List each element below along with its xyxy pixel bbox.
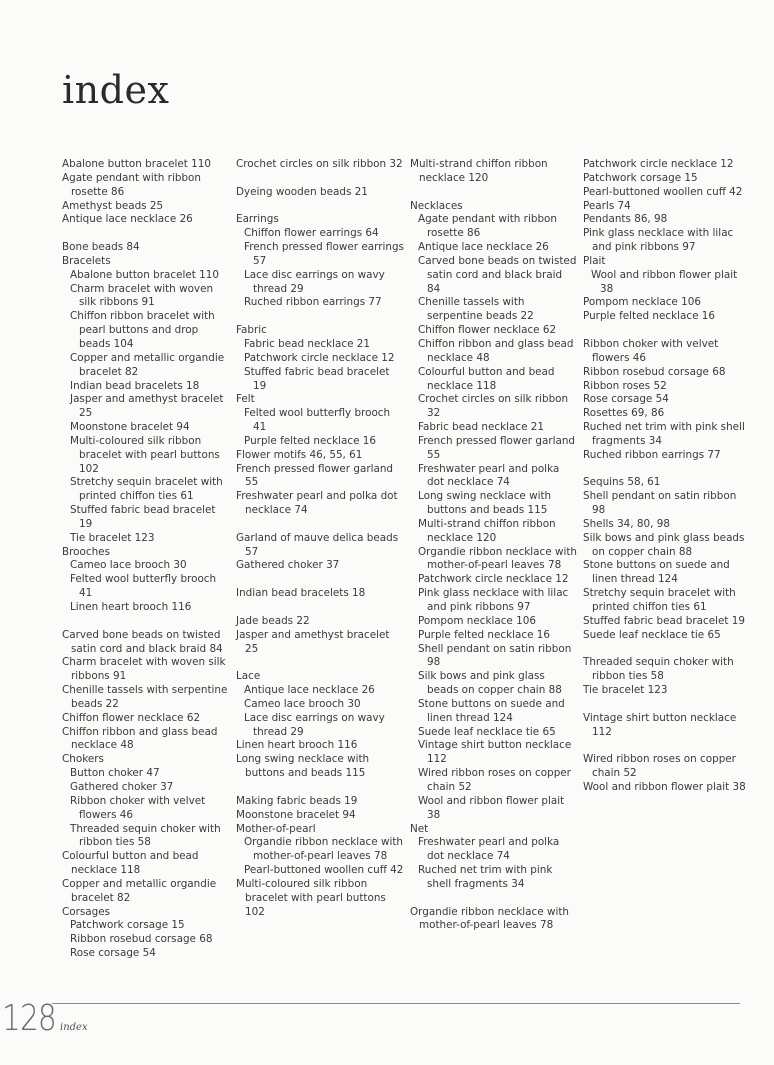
page-title: index <box>62 68 170 112</box>
index-entry: Agate pendant with ribbon rosette 86 <box>62 171 201 198</box>
index-subentry: Vintage shirt button necklace 112 <box>418 739 572 766</box>
index-subentry: Fabric bead necklace 21 <box>418 421 545 434</box>
index-subentry: Freshwater pearl and polka dot necklace 74 <box>418 462 560 489</box>
entry-gap <box>62 227 230 241</box>
index-subentry: Shell pendant on satin ribbon 98 <box>418 642 572 669</box>
index-subentry: Tie bracelet 123 <box>70 531 155 544</box>
index-entry: Multi-coloured silk ribbon bracelet with pearl buttons 102 <box>236 877 386 918</box>
entry-gap <box>583 324 751 338</box>
index-entry: Wool and ribbon flower plait 38 <box>583 780 746 793</box>
index-heading: Plait <box>583 254 606 267</box>
index-subentry: Felted wool butterfly brooch 41 <box>244 407 391 434</box>
index-entry: Gathered choker 37 <box>236 559 340 572</box>
entry-gap <box>583 739 751 753</box>
entry-gap <box>583 643 751 657</box>
index-subentry: Organdie ribbon necklace with mother-of-pearl leaves 78 <box>418 545 578 572</box>
entry-gap <box>236 518 404 532</box>
index-subentry: Charm bracelet with woven silk ribbons 91 <box>70 282 214 309</box>
index-subentry: Patchwork circle necklace 12 <box>418 573 569 586</box>
index-entry: Bone beads 84 <box>62 241 140 254</box>
index-subentry: Copper and metallic organdie bracelet 82 <box>70 351 225 378</box>
index-subentry: Threaded sequin choker with ribbon ties 58 <box>70 822 221 849</box>
index-entry: Abalone button bracelet 110 <box>62 158 212 170</box>
index-subentry: Suede leaf necklace tie 65 <box>418 725 556 738</box>
index-subentry: Gathered choker 37 <box>70 780 174 793</box>
index-entry: Charm bracelet with woven silk ribbons 91 <box>62 656 226 683</box>
index-entry: Jade beads 22 <box>236 614 310 627</box>
index-entry: Sequins 58, 61 <box>583 476 661 489</box>
entry-gap <box>236 172 404 186</box>
index-subentry: Lace disc earrings on wavy thread 29 <box>244 268 385 295</box>
index-heading: Net <box>410 822 429 835</box>
entry-gap <box>236 601 404 615</box>
index-subentry: Multi-coloured silk ribbon bracelet with pearl buttons 102 <box>70 434 220 475</box>
index-subentry: Wool and ribbon flower plait 38 <box>591 268 738 295</box>
index-subentry: Jasper and amethyst bracelet 25 <box>70 393 224 420</box>
index-entry: Pearl-buttoned woollen cuff 42 <box>583 185 743 198</box>
entry-gap <box>410 186 578 200</box>
index-subentry: Multi-strand chiffon ribbon necklace 120 <box>418 517 556 544</box>
index-column-1 <box>62 158 230 961</box>
index-entry: Pink glass necklace with lilac and pink ribbons 97 <box>583 227 734 254</box>
index-subentry: Crochet circles on silk ribbon 32 <box>418 393 569 420</box>
index-entry: Pearls 74 <box>583 199 631 212</box>
index-entry: Ruched net trim with pink shell fragments 34 <box>583 421 745 447</box>
index-entry: Dyeing wooden beads 21 <box>236 185 368 198</box>
index-entry: Carved bone beads on twisted satin cord and black braid 84 <box>62 628 223 655</box>
index-subentry: Stuffed fabric bead bracelet 19 <box>244 365 390 392</box>
index-column-2 <box>236 158 404 919</box>
running-head: index <box>60 1022 88 1033</box>
index-entry: Amethyst beads 25 <box>62 199 164 212</box>
index-subentry: French pressed flower garland 55 <box>418 434 576 461</box>
index-subentry: Wired ribbon roses on copper chain 52 <box>418 767 571 793</box>
index-entry: Chiffon ribbon and glass bead necklace 48 <box>62 725 218 752</box>
index-subentry: Indian bead bracelets 18 <box>70 379 200 392</box>
index-entry: Rosettes 69, 86 <box>583 407 665 420</box>
index-subentry: Lace disc earrings on wavy thread 29 <box>244 711 385 738</box>
index-entry: Wired ribbon roses on copper chain 52 <box>583 753 736 780</box>
index-subentry: Patchwork circle necklace 12 <box>244 351 395 364</box>
index-subentry: Stretchy sequin bracelet with printed chiffon ties 61 <box>70 476 223 503</box>
index-entry: Linen heart brooch 116 <box>236 739 358 752</box>
index-entry: Multi-strand chiffon ribbon necklace 120 <box>410 158 548 184</box>
index-entry: Threaded sequin choker with ribbon ties 58 <box>583 656 734 683</box>
index-subentry: Long swing necklace with buttons and beads 115 <box>418 490 552 517</box>
entry-gap <box>236 656 404 670</box>
index-subentry: Pearl-buttoned woollen cuff 42 <box>244 864 404 877</box>
index-subentry: Silk bows and pink glass beads on copper chain 88 <box>418 670 562 697</box>
index-entry: Crochet circles on silk ribbon 32 <box>236 158 403 170</box>
index-entry: Purple felted necklace 16 <box>583 310 716 323</box>
index-subentry: Linen heart brooch 116 <box>70 601 192 613</box>
index-subentry: Rose corsage 54 <box>70 947 156 960</box>
index-entry: Freshwater pearl and polka dot necklace 74 <box>236 490 398 517</box>
index-entry: Tie bracelet 123 <box>583 684 668 697</box>
entry-gap <box>236 200 404 214</box>
index-entry: Shell pendant on satin ribbon 98 <box>583 490 737 517</box>
index-subentry: Ruched ribbon earrings 77 <box>244 296 382 309</box>
index-subentry: Freshwater pearl and polka dot necklace 74 <box>418 836 560 863</box>
index-entry: Colourful button and bead necklace 118 <box>62 850 199 877</box>
index-heading: Fabric <box>236 324 267 337</box>
index-subentry: Pompom necklace 106 <box>418 614 536 627</box>
index-entry: Chenille tassels with serpentine beads 22 <box>62 684 228 710</box>
index-entry: Shells 34, 80, 98 <box>583 517 670 530</box>
index-entry: Garland of mauve delica beads 57 <box>236 531 399 558</box>
index-subentry: Cameo lace brooch 30 <box>70 559 187 572</box>
index-subentry: Fabric bead necklace 21 <box>244 337 371 350</box>
index-subentry: Pink glass necklace with lilac and pink ribbons 97 <box>418 587 569 613</box>
index-subentry: Ribbon rosebud corsage 68 <box>70 933 213 946</box>
index-column-4 <box>583 158 751 795</box>
index-entry: Stone buttons on suede and linen thread 124 <box>583 559 730 586</box>
index-heading: Lace <box>236 670 261 683</box>
index-entry: Suede leaf necklace tie 65 <box>583 628 721 641</box>
index-subentry: Antique lace necklace 26 <box>244 684 375 697</box>
index-entry: Organdie ribbon necklace with mother-of-pearl leaves 78 <box>410 905 570 932</box>
index-entry: Copper and metallic organdie bracelet 82 <box>62 877 217 904</box>
index-subentry: Chiffon ribbon and glass bead necklace 48 <box>418 337 574 364</box>
index-heading: Felt <box>236 393 255 406</box>
index-subentry: Chenille tassels with serpentine beads 22 <box>418 296 534 323</box>
index-subentry: Chiffon flower necklace 62 <box>418 324 557 337</box>
index-subentry: Ribbon choker with velvet flowers 46 <box>70 794 206 821</box>
index-entry: Ribbon roses 52 <box>583 379 667 392</box>
index-entry: Chiffon flower necklace 62 <box>62 711 201 724</box>
index-subentry: Stone buttons on suede and linen thread 124 <box>418 697 565 724</box>
index-entry: Jasper and amethyst bracelet 25 <box>236 628 390 655</box>
index-entry: Making fabric beads 19 <box>236 794 358 807</box>
index-subentry: Purple felted necklace 16 <box>244 434 377 447</box>
index-subentry: Abalone button bracelet 110 <box>70 268 220 281</box>
index-entry: Indian bead bracelets 18 <box>236 587 366 600</box>
index-entry: Pendants 86, 98 <box>583 213 668 226</box>
index-entry: Ribbon choker with velvet flowers 46 <box>583 337 719 364</box>
index-heading: Bracelets <box>62 254 111 267</box>
index-entry: Vintage shirt button necklace 112 <box>583 711 737 738</box>
entry-gap <box>583 698 751 712</box>
index-subentry: Stuffed fabric bead bracelet 19 <box>70 504 216 530</box>
entry-gap <box>410 892 578 906</box>
index-subentry: Patchwork corsage 15 <box>70 919 185 932</box>
index-entry: Flower motifs 46, 55, 61 <box>236 448 363 461</box>
index-entry: Rose corsage 54 <box>583 393 669 406</box>
index-heading: Earrings <box>236 213 279 226</box>
footer-rule <box>52 1003 740 1004</box>
index-subentry: Agate pendant with ribbon rosette 86 <box>418 213 557 240</box>
index-subentry: Cameo lace brooch 30 <box>244 697 361 710</box>
index-subentry: French pressed flower earrings 57 <box>244 241 404 267</box>
index-subentry: Carved bone beads on twisted satin cord and black braid 84 <box>418 254 577 295</box>
index-entry: Stuffed fabric bead bracelet 19 <box>583 614 745 627</box>
entry-gap <box>236 310 404 324</box>
index-heading: Chokers <box>62 753 104 766</box>
index-subentry: Wool and ribbon flower plait 38 <box>418 794 565 821</box>
index-entry: Stretchy sequin bracelet with printed chiffon ties 61 <box>583 587 736 613</box>
index-subentry: Ruched net trim with pink shell fragments 34 <box>418 864 553 890</box>
index-subentry: Chiffon ribbon bracelet with pearl buttons and drop beads 104 <box>70 310 215 350</box>
index-heading: Necklaces <box>410 199 463 212</box>
index-entry: Patchwork corsage 15 <box>583 171 698 184</box>
entry-gap <box>583 463 751 477</box>
index-entry: Ruched ribbon earrings 77 <box>583 448 721 461</box>
index-subentry: Organdie ribbon necklace with mother-of-pearl leaves 78 <box>244 836 404 863</box>
entry-gap <box>236 573 404 587</box>
index-subentry: Chiffon flower earrings 64 <box>244 227 379 240</box>
index-entry: Ribbon rosebud corsage 68 <box>583 365 726 378</box>
entry-gap <box>236 781 404 795</box>
index-entry: Long swing necklace with buttons and beads 115 <box>236 753 370 780</box>
index-subentry: Purple felted necklace 16 <box>418 628 551 641</box>
entry-gap <box>62 615 230 629</box>
index-subentry: Colourful button and bead necklace 118 <box>418 365 555 392</box>
index-heading: Corsages <box>62 905 111 918</box>
index-heading: Mother-of-pearl <box>236 822 316 835</box>
index-column-3 <box>410 158 578 933</box>
index-subentry: Button choker 47 <box>70 767 160 780</box>
index-subentry: Antique lace necklace 26 <box>418 241 549 254</box>
index-entry: Moonstone bracelet 94 <box>236 808 356 821</box>
index-entry: Patchwork circle necklace 12 <box>583 158 734 170</box>
index-entry: Antique lace necklace 26 <box>62 213 193 226</box>
index-subentry: Moonstone bracelet 94 <box>70 421 190 434</box>
index-entry: French pressed flower garland 55 <box>236 462 394 489</box>
index-entry: Pompom necklace 106 <box>583 296 701 309</box>
index-heading: Brooches <box>62 545 110 558</box>
page-number: 128 <box>2 998 56 1039</box>
index-entry: Silk bows and pink glass beads on copper chain 88 <box>583 531 745 558</box>
index-subentry: Felted wool butterfly brooch 41 <box>70 573 217 600</box>
